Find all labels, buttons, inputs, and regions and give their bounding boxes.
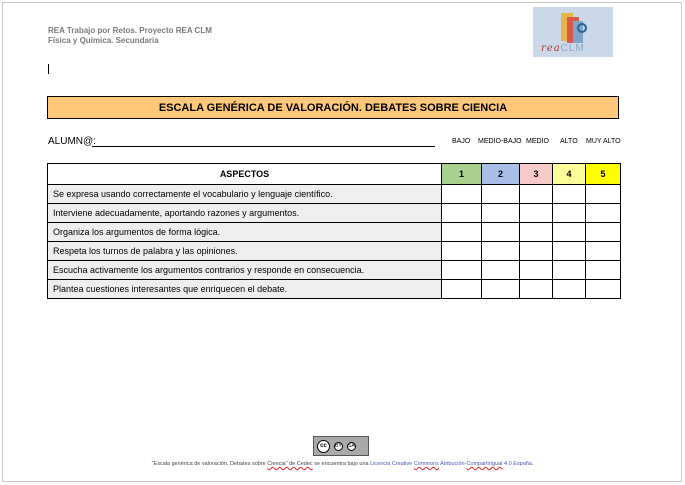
- rea-clm-logo: [533, 7, 613, 57]
- score-cell[interactable]: [482, 185, 520, 204]
- level-label-alto: ALTO: [560, 138, 578, 145]
- table-row: [48, 261, 621, 280]
- score-cell[interactable]: [586, 185, 621, 204]
- header-line-subject: Física y Química. Secundaria: [48, 36, 159, 45]
- level-label-bajo: BAJO: [452, 138, 471, 145]
- score-cell[interactable]: [586, 261, 621, 280]
- cc-icon: cc: [317, 440, 330, 453]
- score-cell[interactable]: [520, 280, 553, 299]
- table-row: [48, 204, 621, 223]
- rubric-table: [47, 163, 621, 299]
- table-row: [48, 223, 621, 242]
- score-header-3: 3: [520, 164, 553, 185]
- license-link[interactable]: Licencia Creative Commons Atribución-CompartirIgual 4.0 España.: [370, 461, 534, 467]
- score-cell[interactable]: [586, 204, 621, 223]
- license-footer: "Escala genérica de valoración. Debates sobre Ciencia" de Cedec se encuentra bajo una Licencia Creative Commons Atribución-CompartirIgual 4.0 España.: [151, 461, 534, 467]
- aspects-header: ASPECTOS: [48, 164, 442, 185]
- aspect-cell: Plantea cuestiones interesantes que enriquecen el debate.: [48, 280, 442, 299]
- score-cell[interactable]: [553, 261, 586, 280]
- score-cell[interactable]: [520, 223, 553, 242]
- score-cell[interactable]: [586, 223, 621, 242]
- score-cell[interactable]: [553, 280, 586, 299]
- table-row: [48, 185, 621, 204]
- score-cell[interactable]: [482, 280, 520, 299]
- score-cell[interactable]: [520, 185, 553, 204]
- aspect-cell: Respeta los turnos de palabra y las opiniones.: [48, 242, 442, 261]
- score-cell[interactable]: [520, 261, 553, 280]
- score-cell[interactable]: [553, 242, 586, 261]
- score-cell[interactable]: [553, 204, 586, 223]
- score-cell[interactable]: [553, 223, 586, 242]
- student-name-field[interactable]: [92, 146, 435, 147]
- score-cell[interactable]: [482, 223, 520, 242]
- score-cell[interactable]: [442, 223, 482, 242]
- score-cell[interactable]: [482, 242, 520, 261]
- header-line-project: REA Trabajo por Retos. Proyecto REA CLM: [48, 26, 212, 35]
- score-cell[interactable]: [520, 242, 553, 261]
- document-header: [48, 26, 212, 46]
- score-header-1: 1: [442, 164, 482, 185]
- score-cell[interactable]: [442, 204, 482, 223]
- document-title: ESCALA GENÉRICA DE VALORACIÓN. DEBATES SOBRE CIENCIA: [47, 96, 619, 119]
- aspect-cell: Se expresa usando correctamente el vocabulario y lenguaje científico.: [48, 185, 442, 204]
- score-header-2: 2: [482, 164, 520, 185]
- aspect-cell: Organiza los argumentos de forma lógica.: [48, 223, 442, 242]
- table-header-row: [48, 164, 621, 185]
- score-cell[interactable]: [442, 185, 482, 204]
- aspect-cell: Interviene adecuadamente, aportando razones y argumentos.: [48, 204, 442, 223]
- score-cell[interactable]: [442, 242, 482, 261]
- logo-wordmark: reaCLM: [541, 43, 585, 54]
- level-label-muy-alto: MUY ALTO: [586, 138, 621, 145]
- score-cell[interactable]: [520, 204, 553, 223]
- score-header-4: 4: [553, 164, 586, 185]
- score-cell[interactable]: [482, 204, 520, 223]
- attribution-icon: BY: [335, 443, 342, 449]
- level-label-medio-bajo: MEDIO-BAJO: [478, 138, 522, 145]
- creative-commons-badge[interactable]: [313, 436, 369, 456]
- score-cell[interactable]: [482, 261, 520, 280]
- table-row: [48, 242, 621, 261]
- score-cell[interactable]: [442, 261, 482, 280]
- score-cell[interactable]: [586, 280, 621, 299]
- table-row: [48, 280, 621, 299]
- share-alike-icon: SA: [348, 443, 355, 449]
- score-cell[interactable]: [553, 185, 586, 204]
- text-cursor: [48, 64, 49, 74]
- score-cell[interactable]: [442, 280, 482, 299]
- score-header-5: 5: [586, 164, 621, 185]
- level-label-medio: MEDIO: [526, 138, 549, 145]
- score-cell[interactable]: [586, 242, 621, 261]
- logo-c-icon: [577, 23, 587, 33]
- student-label: ALUMN@:: [48, 136, 96, 147]
- aspect-cell: Escucha activamente los argumentos contrarios y responde en consecuencia.: [48, 261, 442, 280]
